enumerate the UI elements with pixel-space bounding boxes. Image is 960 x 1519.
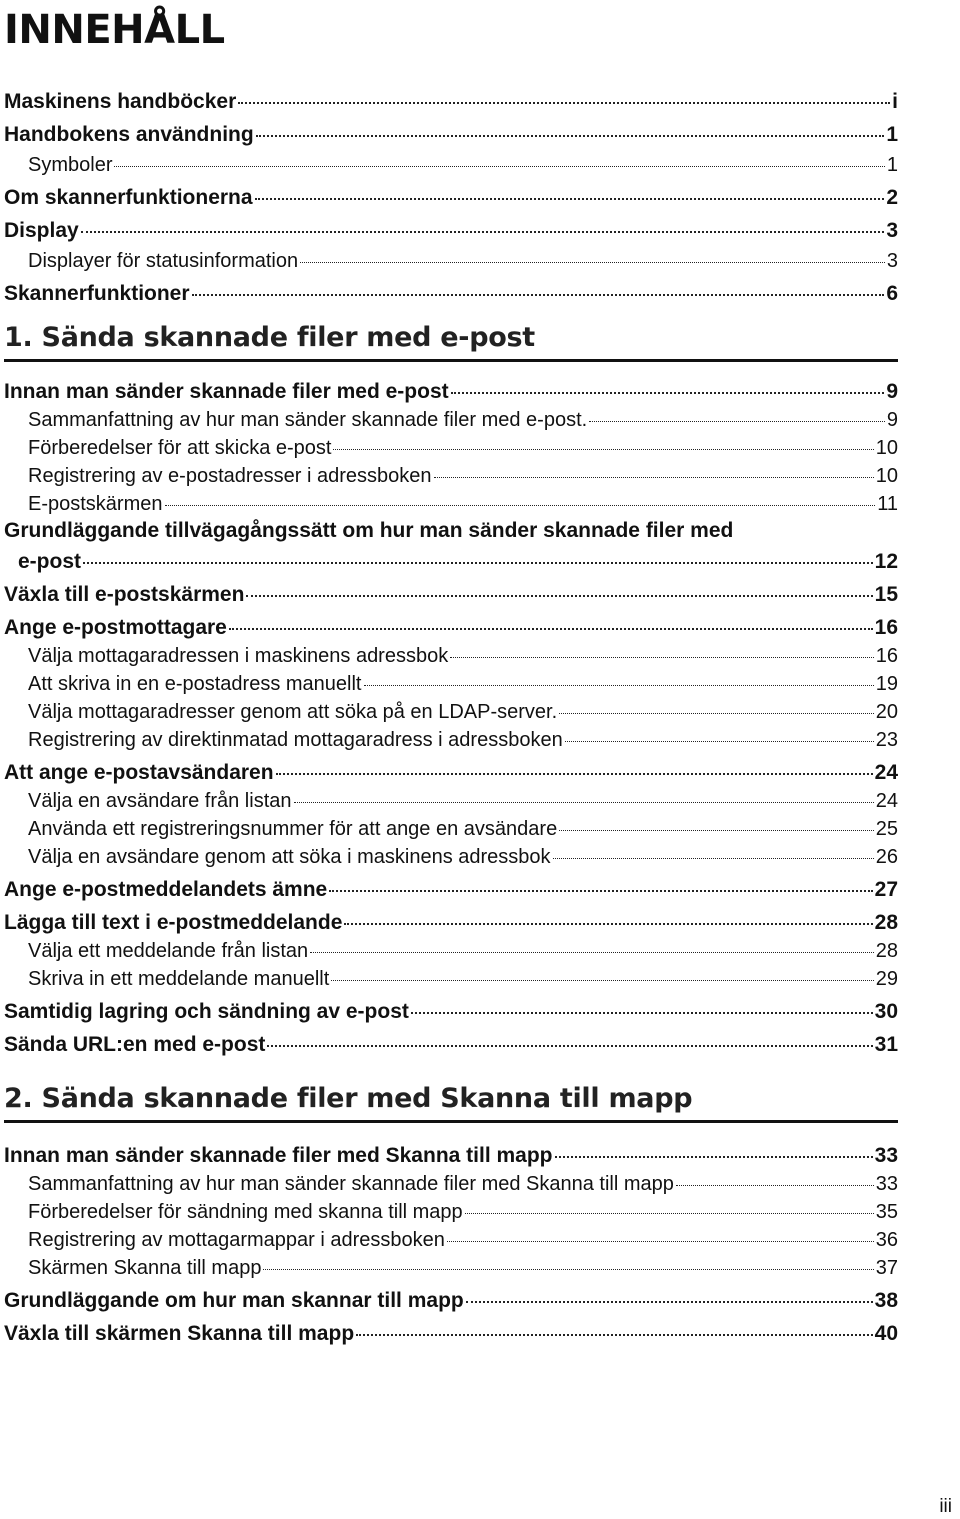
dot-leader [310,952,874,953]
toc-entry-label: Om skannerfunktionerna [4,186,253,209]
toc-entry[interactable] [4,374,898,407]
toc-page-number: 29 [875,968,898,990]
toc-page-number: 3 [886,250,898,272]
toc-page-number: 16 [875,645,898,667]
toc-page-number: 24 [875,790,898,812]
dot-leader [165,505,876,506]
dot-leader [246,595,872,597]
toc-page-number: 2 [886,186,898,209]
dot-leader [451,392,885,394]
toc-entry-label: Välja mottagaradresser genom att söka på en LDAP-server. [28,701,558,723]
toc-page-number: 37 [875,1257,898,1279]
dot-leader [300,262,885,263]
toc-page-number: 28 [874,911,898,934]
toc-subentry[interactable] [4,1199,898,1227]
toc-page-number: 38 [874,1289,898,1312]
toc-subentry[interactable] [4,1255,898,1283]
dot-leader [465,1213,874,1214]
dot-leader [676,1185,874,1186]
toc-page-number: 1 [886,154,898,176]
dot-leader [565,741,874,742]
dot-leader [256,135,885,137]
toc-subentry[interactable] [4,938,898,966]
toc-page-number: 31 [874,1033,898,1056]
toc-entry-label: Att skriva in en e-postadress manuellt [28,673,362,695]
toc-entry-label: Registrering av e-postadresser i adressboken [28,465,432,487]
toc-entry-label: Innan man sänder skannade filer med e-post [4,380,449,403]
dot-leader [255,198,885,200]
toc-entry-label: Skriva in ett meddelande manuellt [28,968,330,990]
toc-entry-label: Symboler [28,154,113,176]
toc-page-number: 24 [874,761,898,784]
toc-entry-label: Förberedelser för sändning med skanna till mapp [28,1201,463,1223]
dot-leader [559,830,874,831]
toc-entry[interactable] [4,1316,898,1349]
dot-leader [364,685,874,686]
toc-page-number: 30 [874,1000,898,1023]
toc-subentry[interactable] [4,463,898,491]
toc-page-number: 27 [874,878,898,901]
toc-entry-label: Använda ett registreringsnummer för att ange en avsändare [28,818,558,840]
toc-page-number: 20 [875,701,898,723]
toc-page-number: 25 [875,818,898,840]
dot-leader [192,294,885,296]
toc-front [0,84,960,309]
dot-leader [411,1012,873,1014]
toc-entry[interactable] [4,1027,898,1060]
toc-subentry[interactable] [4,1171,898,1199]
dot-leader [559,713,874,714]
dot-leader [329,890,872,892]
toc-subentry[interactable] [4,727,898,755]
toc-page-number: 11 [877,493,898,515]
toc-entry-label: Välja ett meddelande från listan [28,940,309,962]
toc-entry[interactable] [4,180,898,213]
toc-entry-label: Samtidig lagring och sändning av e-post [4,1000,409,1023]
toc-entry-label: Handbokens användning [4,123,254,146]
toc-page-number: 15 [874,583,898,606]
dot-leader [229,628,873,630]
dot-leader [553,858,874,859]
toc-entry-label: Ange e-postmottagare [4,616,227,639]
toc-entry-label: Sammanfattning av hur man sänder skannade filer med Skanna till mapp [28,1173,674,1195]
toc-page-number: 35 [875,1201,898,1223]
toc-page-number: 9 [886,409,898,431]
toc-subentry[interactable] [4,788,898,816]
toc-entry[interactable] [4,577,898,610]
toc-entry[interactable] [4,610,898,643]
toc-page-number: 9 [886,380,898,403]
toc-subentry[interactable] [4,407,898,435]
toc-entry-label: Växla till skärmen Skanna till mapp [4,1322,355,1345]
chapter-2-heading: 2. Sända skannade filer med Skanna till mapp [4,1083,898,1123]
toc-subentry[interactable] [4,643,898,671]
toc-entry[interactable] [4,755,898,788]
toc-entry[interactable] [4,117,898,150]
toc-page-number: 36 [875,1229,898,1251]
toc-entry-label: Förberedelser för att skicka e-post [28,437,332,459]
dot-leader [81,231,885,233]
dot-leader [434,477,874,478]
toc-page-number: 28 [875,940,898,962]
toc-entry-label: Skärmen Skanna till mapp [28,1257,262,1279]
toc-page-number: 3 [886,219,898,242]
toc-entry-label: Display [4,219,79,242]
toc-entry-label: Ange e-postmeddelandets ämne [4,878,328,901]
page-number: iii [939,1496,952,1517]
dot-leader [344,923,872,925]
toc-page-number: 1 [886,123,898,146]
toc-page-number: 23 [875,729,898,751]
toc-entry-label: Innan man sänder skannade filer med Skanna till mapp [4,1144,553,1167]
toc-subentry[interactable] [4,435,898,463]
toc-entry-label: Registrering av mottagarmappar i adressboken [28,1229,445,1251]
toc-page-number: 12 [874,550,898,573]
toc-entry[interactable] [4,519,898,577]
toc-subentry[interactable] [4,966,898,994]
chapter-1-heading: 1. Sända skannade filer med e-post [4,322,898,362]
dot-leader [589,421,885,422]
dot-leader [114,166,884,167]
toc-entry-label: Välja en avsändare från listan [28,790,292,812]
toc-entry-label: Maskinens handböcker [4,90,237,113]
dot-leader [447,1241,874,1242]
dot-leader [267,1045,872,1047]
dot-leader [356,1334,873,1336]
toc-chapter-2 [0,1138,960,1349]
toc-entry[interactable] [4,872,898,905]
toc-entry[interactable] [4,994,898,1027]
toc-page-number: i [892,90,898,113]
toc-entry-label: Grundläggande tillvägagångssätt om hur man sänder skannade filer med [4,519,734,542]
toc-chapter-1 [0,374,960,1060]
dot-leader [466,1301,873,1303]
toc-page-number: 33 [874,1144,898,1167]
toc-entry-label: Displayer för statusinformation [28,250,299,272]
toc-page-number: 6 [886,282,898,305]
toc-entry[interactable] [4,905,898,938]
toc-entry-label: Lägga till text i e-postmeddelande [4,911,343,934]
dot-leader [276,773,873,775]
dot-leader [294,802,874,803]
toc-entry[interactable] [4,1283,898,1316]
toc-subentry[interactable] [4,816,898,844]
toc-page-number: 10 [875,465,898,487]
toc-entry-label: Välja mottagaradressen i maskinens adressbok [28,645,449,667]
toc-subentry[interactable] [4,1227,898,1255]
page-title: INNEHÅLL [4,7,225,53]
toc-entry-label: Välja en avsändare genom att söka i maskinens adressbok [28,846,551,868]
toc-entry[interactable] [4,213,898,246]
toc-subentry[interactable] [4,150,898,180]
dot-leader [263,1269,873,1270]
toc-entry-label: Växla till e-postskärmen [4,583,245,606]
dot-leader [555,1156,873,1158]
toc-page-number: 40 [874,1322,898,1345]
toc-entry-label: E-postskärmen [28,493,163,515]
dot-leader [238,102,890,104]
dot-leader [333,449,873,450]
toc-entry-label: Att ange e-postavsändaren [4,761,274,784]
toc-subentry[interactable] [4,699,898,727]
toc-subentry[interactable] [4,671,898,699]
toc-subentry[interactable] [4,246,898,276]
dot-leader [331,980,873,981]
toc-page-number: 16 [874,616,898,639]
toc-entry-label: Skannerfunktioner [4,282,190,305]
toc-entry-label: Sammanfattning av hur man sänder skannade filer med e-post. [28,409,588,431]
toc-entry[interactable] [4,84,898,117]
toc-page-number: 19 [875,673,898,695]
toc-entry-label: Sända URL:en med e-post [4,1033,266,1056]
toc-entry-label-continued: e-post [18,550,81,573]
dot-leader [83,562,873,564]
toc-entry-label: Grundläggande om hur man skannar till mapp [4,1289,464,1312]
toc-entry[interactable] [4,276,898,309]
toc-subentry[interactable] [4,844,898,872]
toc-page-number: 26 [875,846,898,868]
toc-page-number: 10 [875,437,898,459]
toc-entry-label: Registrering av direktinmatad mottagaradress i adressboken [28,729,563,751]
dot-leader [450,657,874,658]
toc-entry[interactable] [4,1138,898,1171]
toc-subentry[interactable] [4,491,898,519]
toc-page-number: 33 [875,1173,898,1195]
